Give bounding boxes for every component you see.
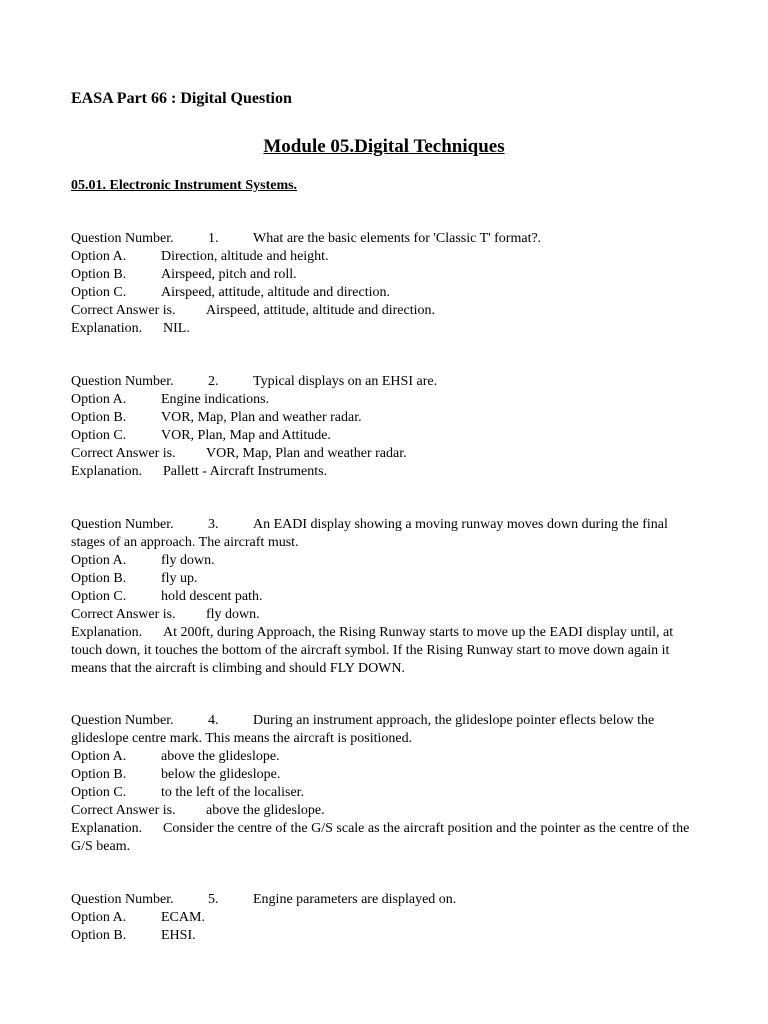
option-a-label: Option A. <box>71 749 127 764</box>
option-a <box>71 248 696 266</box>
explanation-text: Pallett - Aircraft Instruments. <box>163 464 328 479</box>
explanation-text: NIL. <box>163 321 190 336</box>
section-title: 05.01. Electronic Instrument Systems. <box>71 178 298 193</box>
explanation <box>71 624 696 678</box>
question-block <box>71 891 696 945</box>
question-number-label: Question Number. <box>71 892 174 907</box>
option-b-text: below the glideslope. <box>161 767 281 782</box>
option-b-label: Option B. <box>71 571 127 586</box>
option-c <box>71 284 696 302</box>
explanation-text: Consider the centre of the G/S scale as the aircraft position and the pointer as the centre of the G/S beam. <box>71 821 690 854</box>
option-a <box>71 391 696 409</box>
option-a-label: Option A. <box>71 392 127 407</box>
option-c-label: Option C. <box>71 428 127 443</box>
option-a-text: Direction, altitude and height. <box>161 249 329 264</box>
option-c-label: Option C. <box>71 589 127 604</box>
option-c-label: Option C. <box>71 785 127 800</box>
option-a-text: ECAM. <box>161 910 205 925</box>
question-line <box>71 712 696 748</box>
question-number: 2. <box>208 374 219 389</box>
option-a-label: Option A. <box>71 249 127 264</box>
correct-answer <box>71 302 696 320</box>
question-block <box>71 516 696 678</box>
module-title: Module 05.Digital Techniques <box>263 136 505 157</box>
correct-answer-text: above the glideslope. <box>206 803 325 818</box>
question-block <box>71 230 696 338</box>
question-line <box>71 891 696 909</box>
option-c <box>71 588 696 606</box>
question-text: During an instrument approach, the glideslope pointer eflects below the glideslope centre mark. This means the aircraft is positioned. <box>71 713 655 746</box>
option-c-text: hold descent path. <box>161 589 263 604</box>
option-b <box>71 927 696 945</box>
option-b-label: Option B. <box>71 410 127 425</box>
option-b-text: VOR, Map, Plan and weather radar. <box>161 410 362 425</box>
question-block <box>71 712 696 856</box>
explanation <box>71 320 696 338</box>
question-number: 1. <box>208 231 219 246</box>
question-number-label: Question Number. <box>71 374 174 389</box>
option-b-label: Option B. <box>71 928 127 943</box>
correct-answer-label: Correct Answer is. <box>71 303 176 318</box>
explanation-label: Explanation. <box>71 625 143 640</box>
option-b <box>71 766 696 784</box>
document-title: EASA Part 66 : Digital Question <box>71 90 292 107</box>
explanation <box>71 820 696 856</box>
question-number-label: Question Number. <box>71 517 174 532</box>
option-c <box>71 784 696 802</box>
question-line <box>71 516 696 552</box>
option-c <box>71 427 696 445</box>
option-b <box>71 570 696 588</box>
correct-answer-text: VOR, Map, Plan and weather radar. <box>206 446 407 461</box>
explanation-text: At 200ft, during Approach, the Rising Runway starts to move up the EADI display until, at touch down, it touches the bottom of the aircraft symbol. If the Rising Runway start to move down again it means that the aircraft is climbing and should FLY DOWN. <box>71 625 674 676</box>
explanation-label: Explanation. <box>71 821 143 836</box>
question-text: Typical displays on an EHSI are. <box>253 374 438 389</box>
question-number-label: Question Number. <box>71 231 174 246</box>
option-c-text: to the left of the localiser. <box>161 785 305 800</box>
option-a-text: fly down. <box>161 553 215 568</box>
correct-answer <box>71 445 696 463</box>
question-text: Engine parameters are displayed on. <box>253 892 457 907</box>
explanation <box>71 463 696 481</box>
option-a-label: Option A. <box>71 553 127 568</box>
question-line <box>71 230 696 248</box>
option-a-text: Engine indications. <box>161 392 270 407</box>
correct-answer <box>71 606 696 624</box>
correct-answer <box>71 802 696 820</box>
option-b <box>71 409 696 427</box>
option-c-text: Airspeed, attitude, altitude and direction. <box>161 285 390 300</box>
correct-answer-text: Airspeed, attitude, altitude and direction. <box>206 303 435 318</box>
question-block <box>71 373 696 481</box>
question-number: 4. <box>208 713 219 728</box>
option-a <box>71 909 696 927</box>
explanation-label: Explanation. <box>71 321 143 336</box>
option-a <box>71 748 696 766</box>
option-b-label: Option B. <box>71 267 127 282</box>
question-number: 5. <box>208 892 219 907</box>
correct-answer-text: fly down. <box>206 607 260 622</box>
option-b-text: fly up. <box>161 571 198 586</box>
option-b-text: EHSI. <box>161 928 196 943</box>
option-a <box>71 552 696 570</box>
question-line <box>71 373 696 391</box>
question-text: What are the basic elements for 'Classic T' format?. <box>253 231 542 246</box>
correct-answer-label: Correct Answer is. <box>71 803 176 818</box>
question-number: 3. <box>208 517 219 532</box>
correct-answer-label: Correct Answer is. <box>71 607 176 622</box>
option-b-text: Airspeed, pitch and roll. <box>161 267 297 282</box>
correct-answer-label: Correct Answer is. <box>71 446 176 461</box>
option-a-text: above the glideslope. <box>161 749 280 764</box>
option-a-label: Option A. <box>71 910 127 925</box>
question-text: An EADI display showing a moving runway moves down during the final stages of an approach. The aircraft must. <box>71 517 668 550</box>
option-b <box>71 266 696 284</box>
explanation-label: Explanation. <box>71 464 143 479</box>
option-b-label: Option B. <box>71 767 127 782</box>
option-c-text: VOR, Plan, Map and Attitude. <box>161 428 331 443</box>
question-number-label: Question Number. <box>71 713 174 728</box>
option-c-label: Option C. <box>71 285 127 300</box>
